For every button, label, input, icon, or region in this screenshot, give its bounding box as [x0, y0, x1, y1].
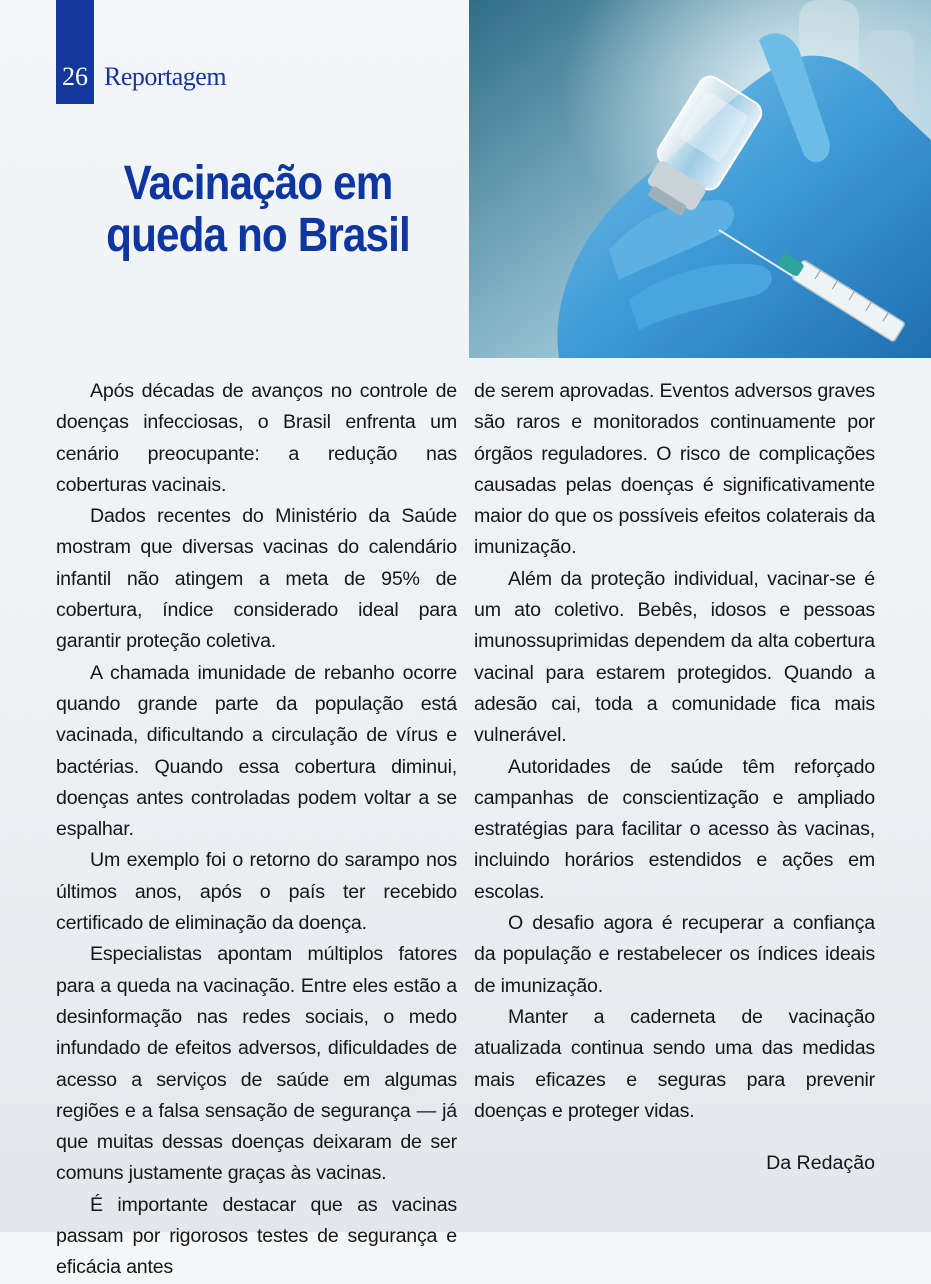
article-paragraph: Manter a caderneta de vacinação atualizada continua sendo uma das medidas mais eficazes e seguras para prevenir doenças e proteger vidas. [474, 1005, 875, 1122]
article-paragraph: Dados recentes do Ministério da Saúde mostram que diversas vacinas do calendário infantil não atingem a meta de 95% de cobertura, índice considerado ideal para garantir proteção coletiva. [56, 505, 457, 653]
article-left-column [56, 376, 457, 1284]
article-paragraph: Um exemplo foi o retorno do sarampo nos últimos anos, após o país ter recebido certificado de eliminação da doença. [56, 849, 457, 935]
article-paragraph: Especialistas apontam múltiplos fatores para a queda na vacinação. Entre eles estão a desinformação nas redes sociais, o medo infundado de efeitos adversos, dificuldades de acesso a serviços de saúde em algumas regiões e a falsa sensação de segurança — já que muitas dessas doenças deixaram de ser comuns justamente graças às vacinas. [56, 943, 457, 1185]
article-paragraph: Autoridades de saúde têm reforçado campanhas de conscientização e ampliado estratégias para facilitar o acesso às vacinas, incluindo horários estendidos e ações em escolas. [474, 755, 875, 903]
article-paragraph: É importante destacar que as vacinas passam por rigorosos testes de segurança e eficácia antes [56, 1193, 457, 1279]
byline: Da Redação [766, 1152, 875, 1174]
article-paragraph: A chamada imunidade de rebanho ocorre quando grande parte da população está vacinada, dificultando a circulação de vírus e bactérias. Quando essa cobertura diminui, doenças antes controladas podem voltar a se espalhar. [56, 661, 457, 841]
section-label: Reportagem [104, 62, 227, 91]
article-paragraph: Após décadas de avanços no controle de doenças infecciosas, o Brasil enfrenta um cenário preocupante: a redução nas coberturas vacinais. [56, 380, 457, 496]
article-title: Vacinação em queda no Brasil [106, 157, 410, 262]
article-right-column [474, 376, 875, 1127]
article-paragraph-continuation: de serem aprovadas. Eventos adversos graves são raros e monitorados continuamente por órgãos reguladores. O risco de complicações causadas pelas doenças é significativamente maior do que os possíveis efeitos colaterais da imunização. [474, 380, 875, 559]
vaccine-photo [469, 0, 931, 358]
page-number: 26 [62, 62, 88, 91]
article-paragraph: O desafio agora é recuperar a confiança da população e restabelecer os índices ideais de imunização. [474, 912, 875, 997]
article-paragraph: Além da proteção individual, vacinar-se é um ato coletivo. Bebês, idosos e pessoas imunossuprimidas dependem da alta cobertura vacinal para estarem protegidos. Quando a adesão cai, toda a comunidade fica mais vulnerável. [474, 567, 875, 747]
